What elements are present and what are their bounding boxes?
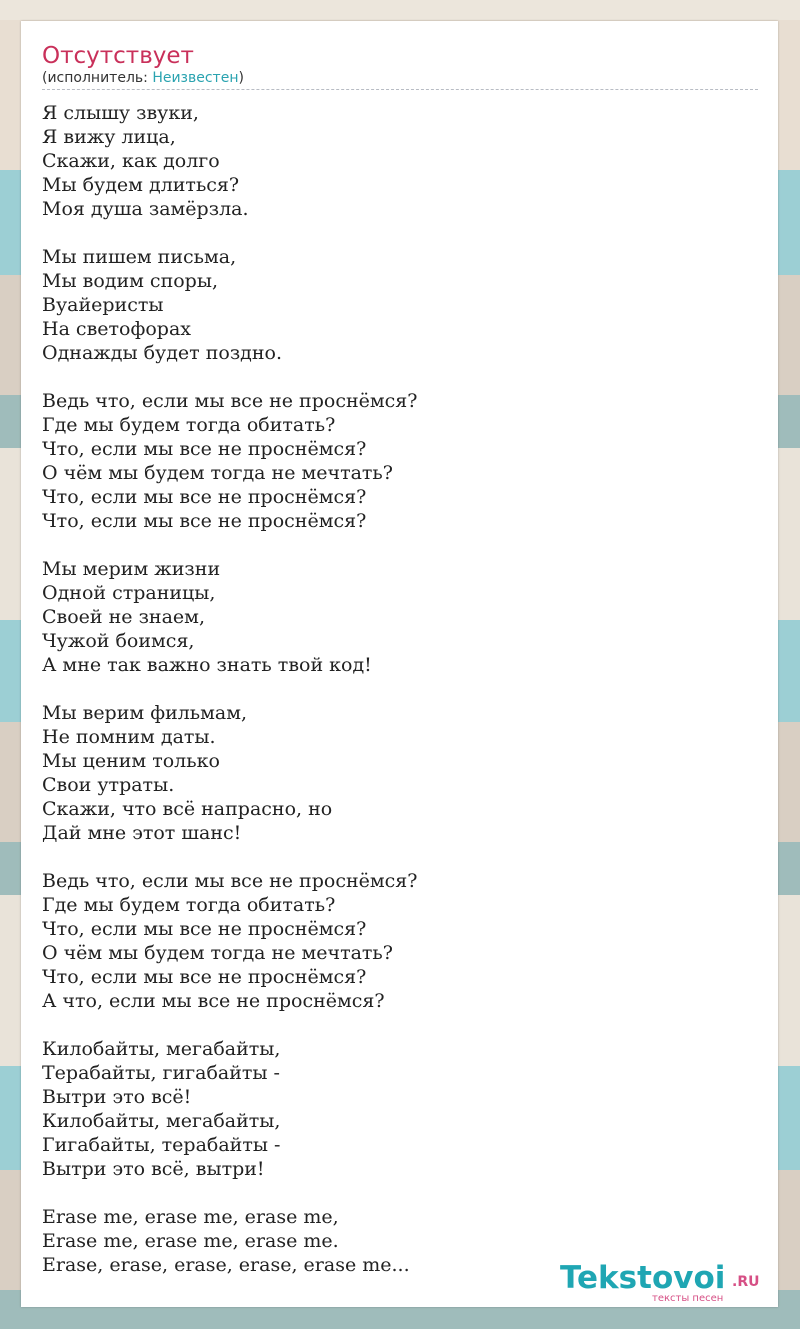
header-divider <box>42 89 758 90</box>
lyric-line: Килобайты, мегабайты, <box>42 1038 281 1060</box>
lyric-line: Терабайты, гигабайты - <box>42 1062 280 1084</box>
lyric-line: Мы мерим жизни <box>42 558 221 580</box>
lyric-line: Своей не знаем, <box>42 606 205 628</box>
lyric-line: Что, если мы все не проснёмся? <box>42 918 367 940</box>
lyric-line: Чужой боимся, <box>42 630 195 652</box>
lyric-line: Килобайты, мегабайты, <box>42 1110 281 1132</box>
logo-wordmark: Tekstovoi <box>560 1260 726 1296</box>
stanza-gap <box>42 1013 758 1037</box>
artist-link[interactable]: Неизвестен <box>152 70 239 86</box>
lyric-line: А мне так важно знать твой код! <box>42 654 372 676</box>
stanza-gap <box>42 1181 758 1205</box>
logo-tagline: тексты песен <box>652 1293 724 1304</box>
lyric-line: Вуайеристы <box>42 294 164 316</box>
lyric-line: Erase me, erase me, erase me, <box>42 1206 339 1228</box>
lyric-line: Что, если мы все не проснёмся? <box>42 966 367 988</box>
lyric-line: Мы ценим только <box>42 750 220 772</box>
stanza-gap <box>42 365 758 389</box>
lyric-line: Я вижу лица, <box>42 126 176 148</box>
stanza-gap <box>42 533 758 557</box>
lyric-line: О чём мы будем тогда не мечтать? <box>42 942 393 964</box>
lyric-line: На светофорах <box>42 318 191 340</box>
lyrics-text <box>42 101 758 1277</box>
lyric-line: Ведь что, если мы все не проснёмся? <box>42 870 418 892</box>
performer-line <box>42 70 244 86</box>
lyric-line: А что, если мы все не проснёмся? <box>42 990 385 1012</box>
song-title: Отсутствует <box>42 43 194 69</box>
lyrics-card <box>21 21 778 1307</box>
logo-domain: .RU <box>732 1274 760 1290</box>
lyric-line: Что, если мы все не проснёмся? <box>42 486 367 508</box>
lyric-line: Свои утраты. <box>42 774 175 796</box>
lyric-line: Вытри это всё! <box>42 1086 192 1108</box>
stanza-gap <box>42 845 758 869</box>
lyric-line: Однажды будет поздно. <box>42 342 283 364</box>
lyric-line: Не помним даты. <box>42 726 216 748</box>
lyric-line: Моя душа замёрзла. <box>42 198 249 220</box>
lyric-line: Одной страницы, <box>42 582 216 604</box>
site-logo[interactable] <box>560 1260 770 1306</box>
lyric-line: Мы будем длиться? <box>42 174 240 196</box>
performer-suffix: ) <box>238 70 244 86</box>
lyric-line: Erase me, erase me, erase me. <box>42 1230 339 1252</box>
lyric-line: Что, если мы все не проснёмся? <box>42 438 367 460</box>
lyric-line: Где мы будем тогда обитать? <box>42 414 336 436</box>
lyric-line: Мы водим споры, <box>42 270 219 292</box>
lyric-line: Скажи, как долго <box>42 150 220 172</box>
lyric-line: Что, если мы все не проснёмся? <box>42 510 367 532</box>
lyric-line: Дай мне этот шанс! <box>42 822 242 844</box>
lyric-line: Гигабайты, терабайты - <box>42 1134 281 1156</box>
lyric-line: Мы верим фильмам, <box>42 702 248 724</box>
stanza-gap <box>42 677 758 701</box>
lyric-line: О чём мы будем тогда не мечтать? <box>42 462 393 484</box>
lyric-line: Вытри это всё, вытри! <box>42 1158 265 1180</box>
lyric-line: Я слышу звуки, <box>42 102 199 124</box>
lyric-line: Где мы будем тогда обитать? <box>42 894 336 916</box>
lyric-line: Erase, erase, erase, erase, erase me... <box>42 1254 410 1276</box>
lyric-line: Мы пишем письма, <box>42 246 237 268</box>
stanza-gap <box>42 221 758 245</box>
lyric-line: Скажи, что всё напрасно, но <box>42 798 333 820</box>
lyric-line: Ведь что, если мы все не проснёмся? <box>42 390 418 412</box>
performer-prefix: (исполнитель: <box>42 70 153 86</box>
